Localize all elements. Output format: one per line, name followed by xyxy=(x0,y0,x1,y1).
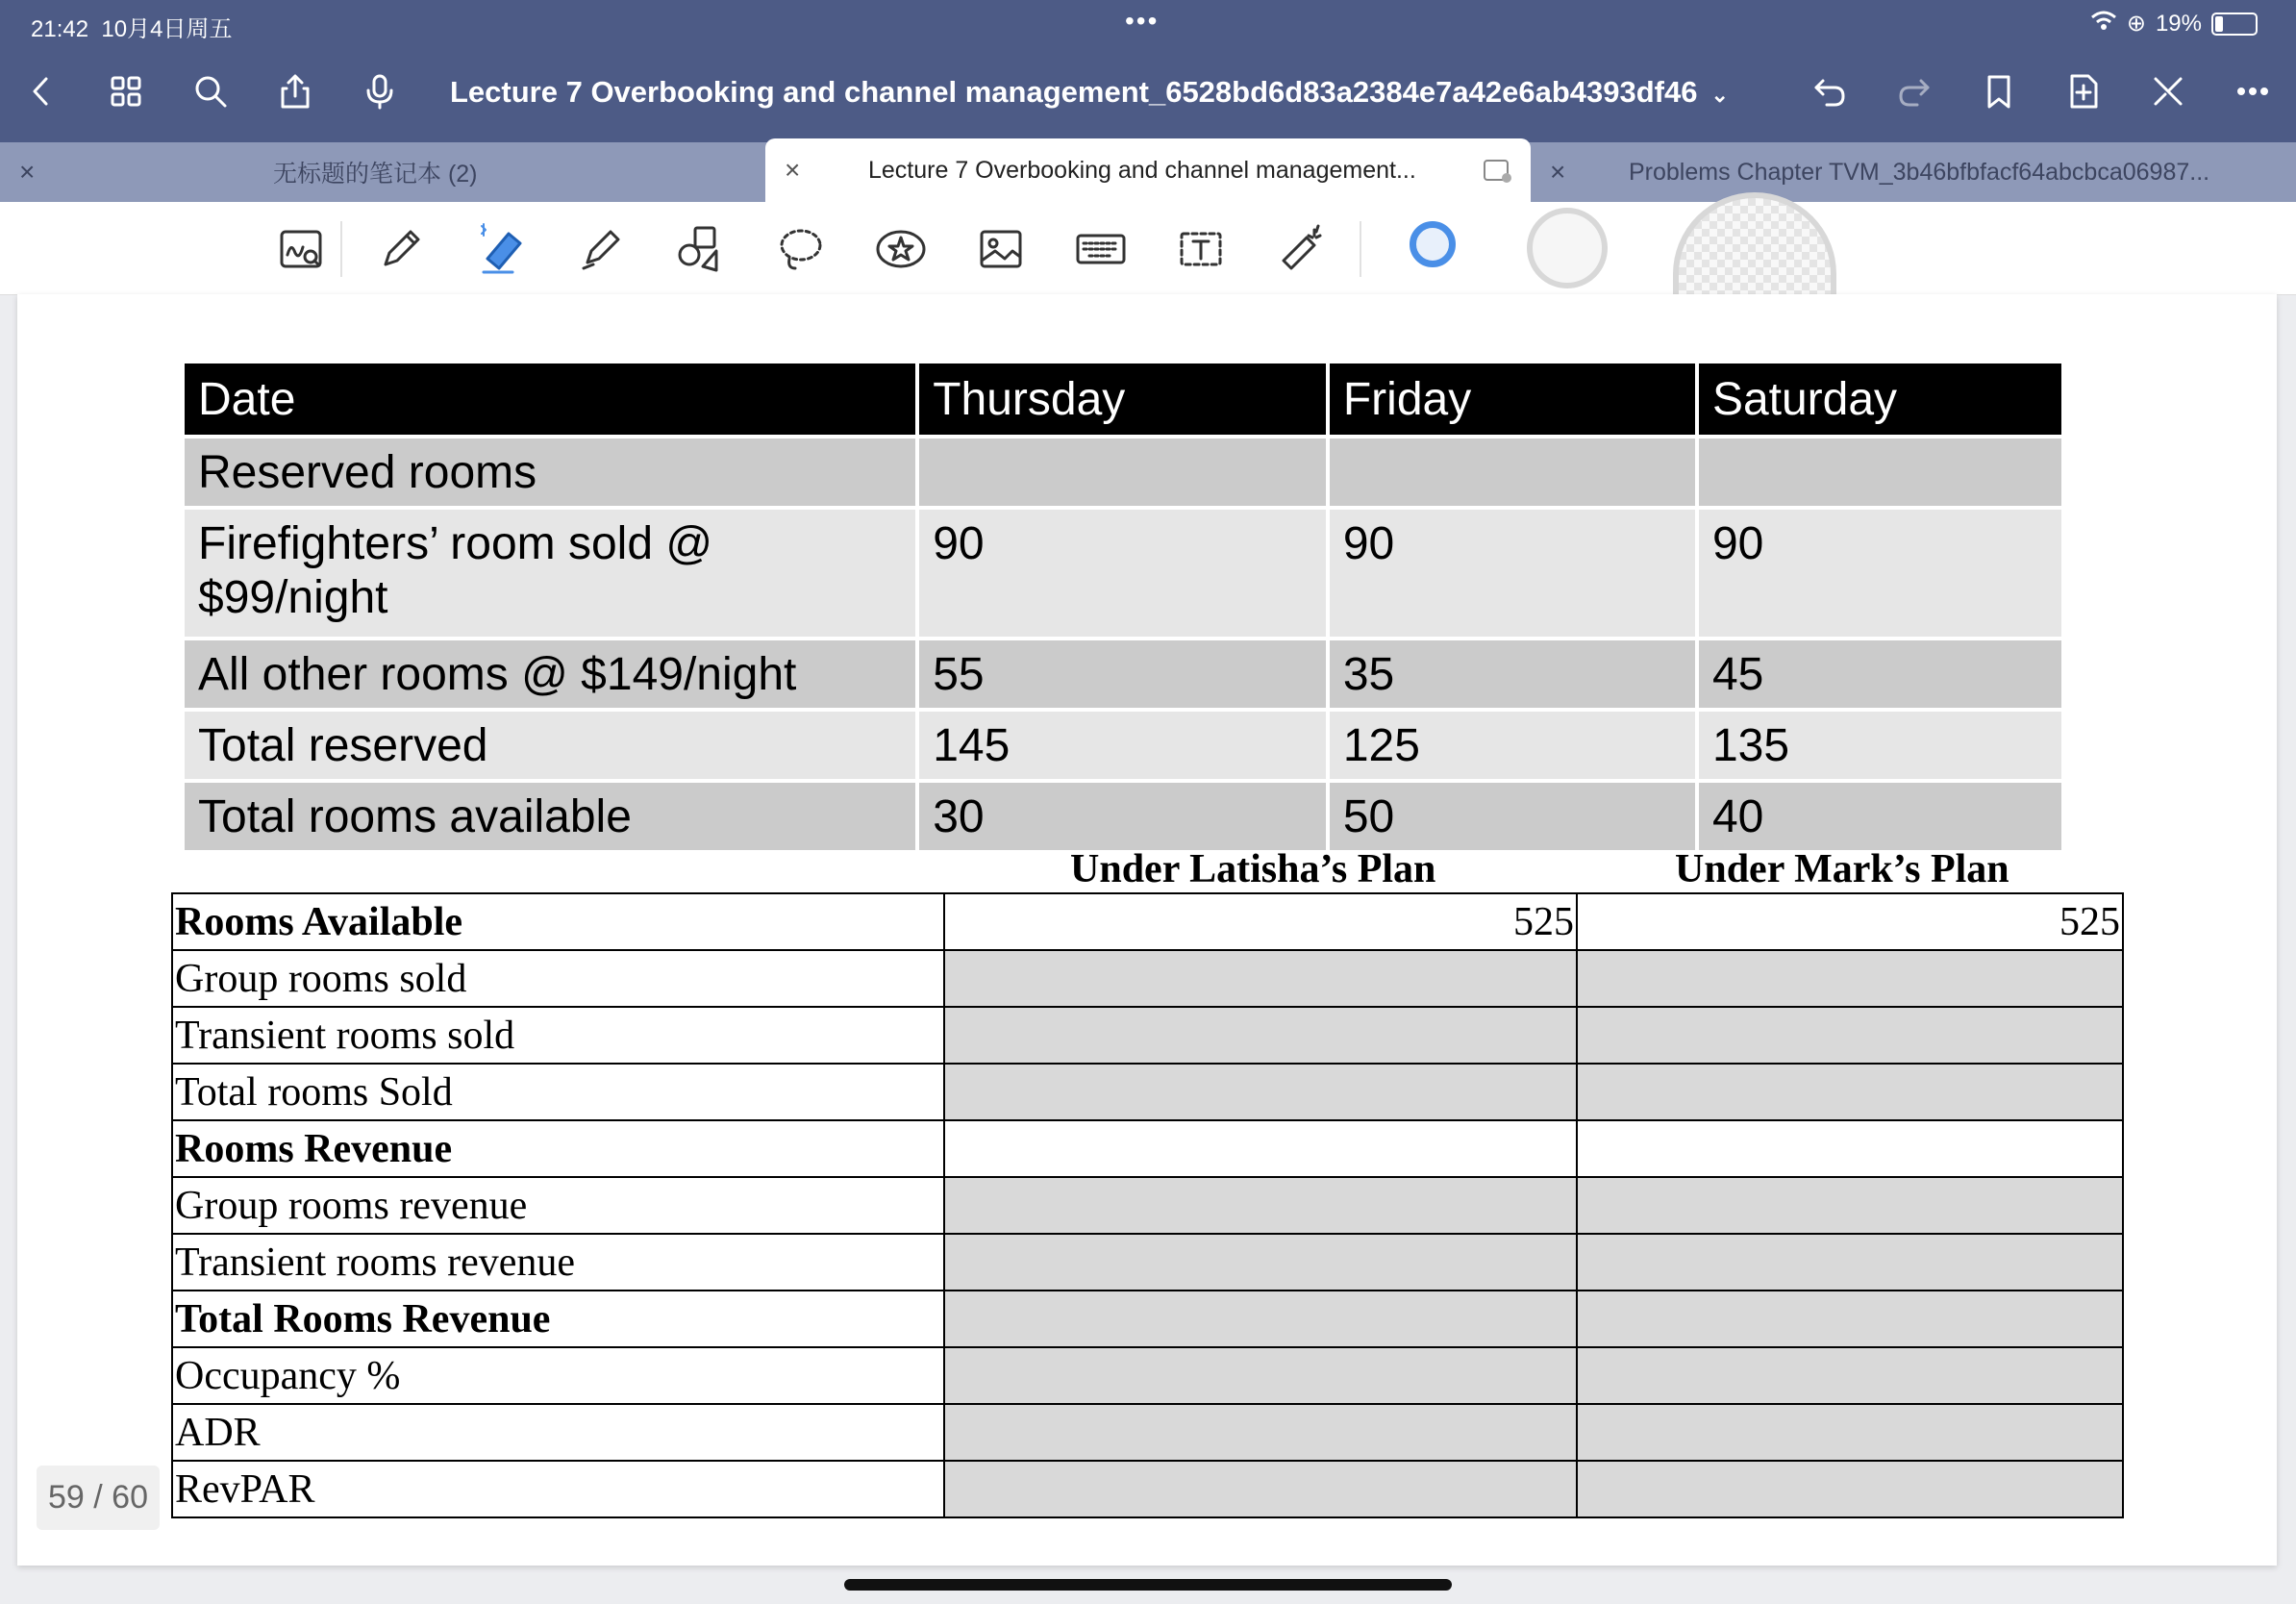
document-title[interactable]: Lecture 7 Overbooking and channel management_6528bd6d83a2384e7a42e6ab4393df46 ⌄ xyxy=(450,75,1729,109)
plan-header-mark: Under Mark’s Plan xyxy=(1675,847,2009,883)
title-bar xyxy=(0,0,2296,142)
back-icon[interactable] xyxy=(17,67,65,115)
table-header-row xyxy=(185,363,2061,435)
row-label: Group rooms revenue xyxy=(172,1177,944,1234)
share-icon[interactable] xyxy=(271,67,319,115)
wifi-icon xyxy=(2090,10,2117,38)
row-label: Total Rooms Revenue xyxy=(172,1291,944,1347)
search-icon[interactable] xyxy=(187,67,235,115)
table-row xyxy=(172,1177,2123,1234)
row-label: Rooms Revenue xyxy=(172,1120,944,1177)
row-label: Transient rooms sold xyxy=(172,1007,944,1064)
sticker-tool-icon[interactable] xyxy=(871,219,931,279)
text-box-tool-icon[interactable] xyxy=(1171,219,1231,279)
row-label: Occupancy % xyxy=(172,1347,944,1404)
row-label: Total rooms available xyxy=(185,783,915,850)
cell xyxy=(1577,1347,2123,1404)
table-row xyxy=(185,439,2061,506)
cell: 50 xyxy=(1330,783,1695,850)
stroke-size-medium[interactable] xyxy=(1527,208,1608,288)
cell xyxy=(944,1404,1577,1461)
close-icon[interactable]: × xyxy=(1550,157,1566,187)
toolbar-divider xyxy=(1360,221,1361,277)
cell xyxy=(944,1291,1577,1347)
table-row xyxy=(172,1234,2123,1291)
orientation-lock-icon: ⊕ xyxy=(2126,11,2146,37)
cell xyxy=(944,950,1577,1007)
bookmark-icon[interactable] xyxy=(1975,67,2023,115)
header-friday: Friday xyxy=(1330,363,1695,435)
cell: 125 xyxy=(1330,712,1695,779)
cell xyxy=(1577,1177,2123,1234)
status-time: 21:42 10月4日周五 xyxy=(31,16,233,42)
cell xyxy=(1577,1120,2123,1177)
status-indicators xyxy=(2090,10,2258,38)
eraser-tool-icon[interactable] xyxy=(471,219,531,279)
multitask-dots[interactable]: ••• xyxy=(1125,6,1160,36)
cell xyxy=(1699,439,2061,506)
plan-comparison-table xyxy=(171,892,2124,1518)
tab-label: Lecture 7 Overbooking and channel management... xyxy=(868,156,1416,184)
table-row xyxy=(185,640,2061,708)
row-label: Total reserved xyxy=(185,712,915,779)
table-row xyxy=(185,783,2061,850)
pen-tool-icon[interactable] xyxy=(371,219,431,279)
tab-label: Problems Chapter TVM_3b46bfbfacf64abcbca06987... xyxy=(1629,158,2210,186)
lasso-tool-icon[interactable] xyxy=(771,219,831,279)
plan-header-latisha: Under Latisha’s Plan xyxy=(1070,847,1436,883)
table-row xyxy=(172,1404,2123,1461)
home-indicator[interactable] xyxy=(844,1579,1452,1591)
row-label: Rooms Available xyxy=(172,893,944,950)
microphone-icon[interactable] xyxy=(356,67,404,115)
battery-icon xyxy=(2211,13,2258,36)
header-date: Date xyxy=(185,363,915,435)
color-swatch-blue[interactable] xyxy=(1410,221,1456,267)
cell: 30 xyxy=(919,783,1326,850)
table-row xyxy=(172,1347,2123,1404)
table-row xyxy=(172,1007,2123,1064)
table-row xyxy=(185,712,2061,779)
cell xyxy=(1577,1064,2123,1120)
row-label: ADR xyxy=(172,1404,944,1461)
cell xyxy=(919,439,1326,506)
cell: 525 xyxy=(944,893,1577,950)
cell: 55 xyxy=(919,640,1326,708)
tab-untitled-notebook[interactable] xyxy=(0,142,765,202)
cell: 45 xyxy=(1699,640,2061,708)
tab-bar xyxy=(0,142,2296,202)
row-label: Total rooms Sold xyxy=(172,1064,944,1120)
header-saturday: Saturday xyxy=(1699,363,2061,435)
undo-icon[interactable] xyxy=(1806,67,1854,115)
cell xyxy=(1330,439,1695,506)
cell xyxy=(944,1064,1577,1120)
cell xyxy=(944,1120,1577,1177)
tab-lecture-7[interactable] xyxy=(765,138,1531,202)
table-row xyxy=(172,1291,2123,1347)
cell: 135 xyxy=(1699,712,2061,779)
image-tool-icon[interactable] xyxy=(971,219,1031,279)
table-row xyxy=(185,510,2061,637)
cell xyxy=(944,1461,1577,1517)
drawing-toolbar xyxy=(0,202,2296,295)
row-label: Firefighters’ room sold @ $99/night xyxy=(185,510,915,637)
cell: 40 xyxy=(1699,783,2061,850)
shapes-tool-icon[interactable] xyxy=(671,219,731,279)
row-label: RevPAR xyxy=(172,1461,944,1517)
cell: 90 xyxy=(1699,510,2061,637)
header-thursday: Thursday xyxy=(919,363,1326,435)
cell xyxy=(1577,950,2123,1007)
cell: 90 xyxy=(919,510,1326,637)
pen-disable-icon[interactable] xyxy=(2144,67,2192,115)
battery-percent: 19% xyxy=(2155,10,2202,37)
row-label: Group rooms sold xyxy=(172,950,944,1007)
table-row xyxy=(172,1461,2123,1517)
reservations-table xyxy=(181,360,2065,854)
chevron-down-icon[interactable]: ⌄ xyxy=(1710,83,1729,107)
close-icon[interactable]: × xyxy=(785,155,801,185)
table-row xyxy=(172,1120,2123,1177)
page-indicator[interactable]: 59 / 60 xyxy=(37,1466,160,1530)
row-label: Transient rooms revenue xyxy=(172,1234,944,1291)
table-row xyxy=(172,893,2123,950)
grid-view-icon[interactable] xyxy=(102,67,150,115)
split-view-icon[interactable] xyxy=(1483,158,1513,191)
document-page xyxy=(17,294,2277,1566)
cell xyxy=(1577,1404,2123,1461)
table-row xyxy=(172,950,2123,1007)
keyboard-tool-icon[interactable] xyxy=(1071,219,1131,279)
close-icon[interactable]: × xyxy=(19,157,36,187)
cell xyxy=(1577,1291,2123,1347)
handwriting-recognize-icon[interactable] xyxy=(271,219,331,279)
row-label: All other rooms @ $149/night xyxy=(185,640,915,708)
add-page-icon[interactable] xyxy=(2059,67,2108,115)
more-icon[interactable] xyxy=(2229,67,2277,115)
cell: 525 xyxy=(1577,893,2123,950)
cell xyxy=(944,1007,1577,1064)
cell: 35 xyxy=(1330,640,1695,708)
cell xyxy=(944,1234,1577,1291)
tab-problems-chapter[interactable] xyxy=(1531,142,2296,202)
cell xyxy=(944,1177,1577,1234)
cell: 145 xyxy=(919,712,1326,779)
cell xyxy=(944,1347,1577,1404)
table-row xyxy=(172,1064,2123,1120)
redo-icon[interactable] xyxy=(1890,67,1938,115)
cell: 90 xyxy=(1330,510,1695,637)
stroke-size-large[interactable] xyxy=(1673,192,1836,300)
cell xyxy=(1577,1234,2123,1291)
cell xyxy=(1577,1007,2123,1064)
tab-label: 无标题的笔记本 (2) xyxy=(273,161,478,188)
highlighter-tool-icon[interactable] xyxy=(571,219,631,279)
laser-pointer-icon[interactable] xyxy=(1271,219,1331,279)
toolbar-divider xyxy=(340,221,342,277)
row-label: Reserved rooms xyxy=(185,439,915,506)
cell xyxy=(1577,1461,2123,1517)
